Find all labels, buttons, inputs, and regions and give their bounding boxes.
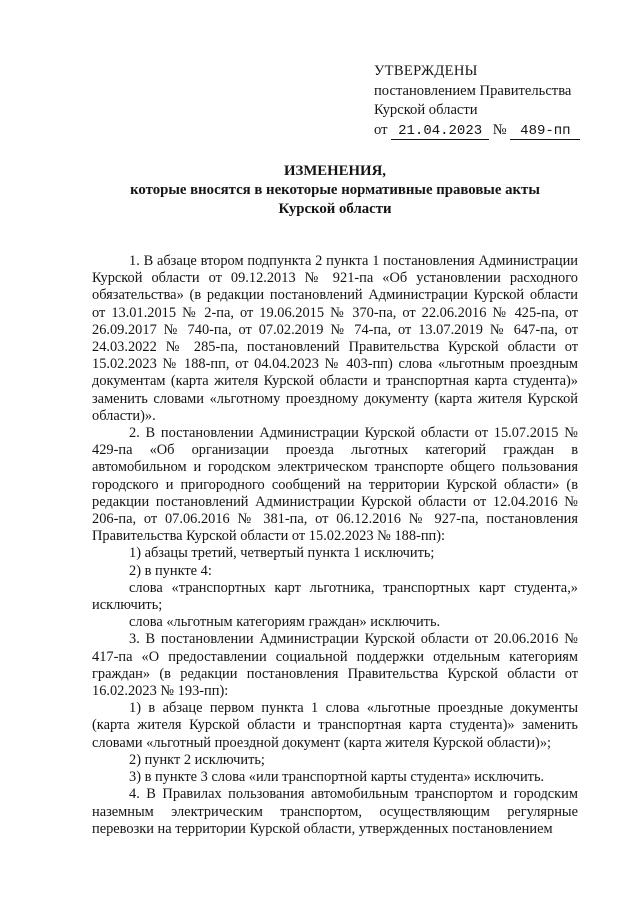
heading-title: ИЗМЕНЕНИЯ, — [284, 163, 386, 179]
paragraph: 1) в абзаце первом пункта 1 слова «льготные проездные документы (карта жителя Курской области и транспортная карта студента)» заменить словами «льготный проездной документ (карта жителя Курской области)»; — [92, 700, 578, 751]
paragraph: 2) в пункте 4: — [129, 562, 212, 579]
approval-date: 21.04.2023 — [391, 123, 489, 140]
paragraph: 4. В Правилах пользования автомобильным транспортом и городским наземным электрическим транспортом, осуществляющим регулярные перевозки на территории Курской области, утвержденных постановлением — [92, 786, 578, 837]
approval-number-sign: № — [492, 121, 507, 138]
approval-stamp — [374, 62, 580, 140]
paragraph: 2) пункт 2 исключить; — [129, 751, 265, 768]
document-body — [92, 253, 578, 838]
heading-subtitle: которые вносятся в некоторые нормативные правовые акты — [130, 182, 540, 199]
paragraph: 3) в пункте 3 слова «или транспортной карты студента» исключить. — [129, 769, 545, 786]
heading-region: Курской области — [278, 201, 392, 218]
document-heading — [92, 162, 578, 220]
paragraph: слова «льготным категориям граждан» исключить. — [129, 614, 441, 631]
approval-issuer: постановлением Правительства — [374, 82, 572, 99]
approval-title: УТВЕРЖДЕНЫ — [374, 63, 478, 79]
paragraph: 1) абзацы третий, четвертый пункта 1 исключить; — [129, 545, 435, 562]
paragraph: 1. В абзаце втором подпункта 2 пункта 1 постановления Администрации Курской области от 09.12.2013 № 921-па «Об установлении расходного обязательства» (в редакции постановлений Администрации Курской области от 13.01.2015 № 2-па, от 19.06.2015 № 370-па, от 22.06.2016 № 425-па, от 26.09.2017 № 740-па, от 07.02.2019 № 74-па, от 13.07.2019 № 647-па, от 24.03.2022 № 285-па, постановлений Правительства Курской области от 15.02.2023 № 188-пп, от 04.04.2023 № 403-пп) слова «льготным проездным документам (карта жителя Курской области и транспортная карта студента)» заменить словами «льготному проездному документу (карта жителя Курской области)». — [92, 253, 578, 424]
paragraph: 2. В постановлении Администрации Курской области от 15.07.2015 № 429-па «Об организации проезда льготных категорий граждан в автомобильном и городском электрическом транспорте общего пользования городского и пригородного сообщений на территории Курской области» (в редакции постановлений Администрации Курской области от 12.04.2016 № 206-па, от 07.06.2016 № 381-па, от 06.12.2016 № 927-па, постановления Правительства Курской области от 15.02.2023 № 188-пп): — [92, 425, 578, 545]
approval-number: 489-пп — [510, 123, 580, 140]
paragraph: 3. В постановлении Администрации Курской области от 20.06.2016 № 417-па «О предоставлении социальной поддержки отдельным категориям граждан» (в редакции постановления Правительства Курской области от 16.02.2023 № 193-пп): — [92, 631, 578, 700]
approval-from: от — [374, 121, 388, 138]
approval-region: Курской области — [374, 102, 478, 119]
approval-date-line — [374, 121, 580, 141]
paragraph: слова «транспортных карт льготника, транспортных карт студента,» исключить; — [92, 579, 578, 614]
